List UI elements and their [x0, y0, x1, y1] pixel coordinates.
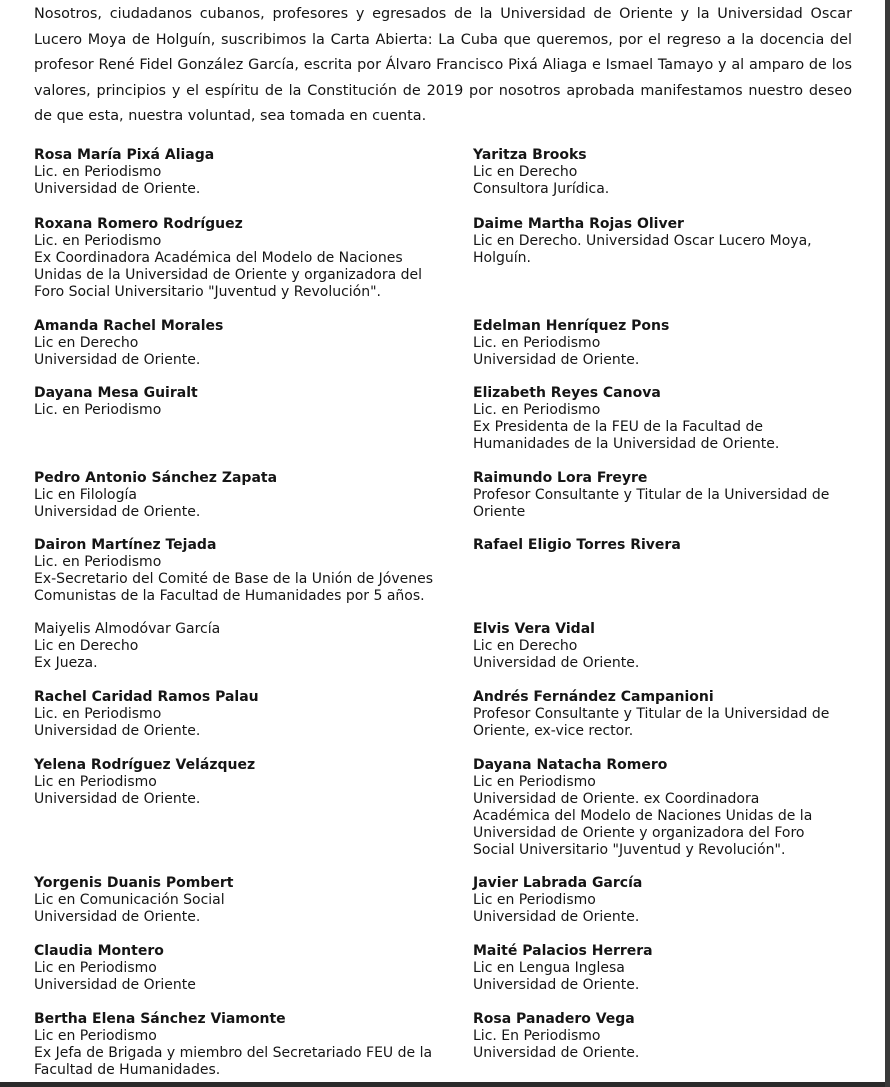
signer-name: Roxana Romero Rodríguez — [34, 216, 243, 232]
signer-detail: Universidad de Oriente. — [34, 352, 201, 368]
signer-block — [473, 757, 873, 859]
signer-block — [34, 147, 454, 198]
signer-detail: Universidad de Oriente — [34, 977, 196, 993]
signer-detail: Lic en Periodismo — [473, 892, 596, 908]
signer-block — [34, 385, 454, 419]
signer-detail: Comunistas de la Facultad de Humanidades por 5 años. — [34, 588, 425, 604]
signer-detail: Lic. en Periodismo — [34, 706, 162, 722]
signer-block — [473, 385, 873, 453]
signer-block — [473, 875, 873, 926]
signer-name: Edelman Henríquez Pons — [473, 318, 670, 334]
signer-detail: Lic. en Periodismo — [473, 402, 601, 418]
signer-name: Rachel Caridad Ramos Palau — [34, 689, 259, 705]
signer-block — [473, 318, 873, 369]
signer-detail: Oriente — [473, 504, 526, 520]
signer-name: Javier Labrada García — [473, 875, 643, 891]
signer-block — [34, 621, 454, 672]
signer-detail: Lic. En Periodismo — [473, 1028, 601, 1044]
signer-name: Elizabeth Reyes Canova — [473, 385, 661, 401]
signer-name: Pedro Antonio Sánchez Zapata — [34, 470, 278, 486]
signer-name: Claudia Montero — [34, 943, 164, 959]
signer-block — [34, 1011, 454, 1079]
signer-detail: Foro Social Universitario "Juventud y Revolución". — [34, 284, 382, 300]
signer-name: Yelena Rodríguez Velázquez — [34, 757, 256, 773]
signer-detail: Unidas de la Universidad de Oriente y organizadora del — [34, 267, 422, 283]
signer-name: Yaritza Brooks — [473, 147, 587, 163]
signer-detail: Universidad de Oriente. — [473, 655, 640, 671]
signer-block — [473, 1011, 873, 1062]
signer-block — [34, 216, 454, 301]
signer-detail: Humanidades de la Universidad de Oriente. — [473, 436, 780, 452]
signer-detail: Universidad de Oriente. — [34, 791, 201, 807]
signer-detail: Universidad de Oriente. — [34, 909, 201, 925]
signer-detail: Consultora Jurídica. — [473, 181, 610, 197]
signer-detail: Académica del Modelo de Naciones Unidas de la — [473, 808, 813, 824]
signer-detail: Universidad de Oriente. ex Coordinadora — [473, 791, 760, 807]
signer-name: Rosa Panadero Vega — [473, 1011, 635, 1027]
signer-block — [473, 943, 873, 994]
signer-detail: Lic en Comunicación Social — [34, 892, 225, 908]
signer-block — [473, 621, 873, 672]
signer-name: Bertha Elena Sánchez Viamonte — [34, 1011, 286, 1027]
page-bottom-edge — [0, 1082, 890, 1087]
signer-block — [34, 943, 454, 994]
signer-block — [473, 689, 873, 740]
signer-detail: Lic. en Periodismo — [34, 402, 162, 418]
signer-detail: Lic. en Periodismo — [34, 554, 162, 570]
signer-detail: Lic. en Periodismo — [34, 164, 162, 180]
signer-detail: Lic en Derecho. Universidad Oscar Lucero Moya, — [473, 233, 812, 249]
signer-detail: Universidad de Oriente. — [34, 723, 201, 739]
signer-detail: Ex Coordinadora Académica del Modelo de Naciones — [34, 250, 403, 266]
signer-name: Elvis Vera Vidal — [473, 621, 595, 637]
signer-detail: Profesor Consultante y Titular de la Universidad de — [473, 487, 830, 503]
signer-detail: Universidad de Oriente. — [34, 181, 201, 197]
signer-detail: Lic en Derecho — [473, 164, 578, 180]
signer-detail: Universidad de Oriente. — [34, 504, 201, 520]
signer-detail: Lic en Lengua Inglesa — [473, 960, 625, 976]
signer-block — [473, 147, 873, 198]
intro-paragraph: Nosotros, ciudadanos cubanos, profesores y egresados de la Universidad de Oriente y la Universidad Oscar Lucero Moya de Holguín, suscribimos la Carta Abierta: La Cuba que queremos, por el regreso a la docencia del profesor René Fidel González García, escrita por Álvaro Francisco Pixá Aliaga e Ismael Tamayo y al amparo de los valores, principios y el espíritu de la Constitución de 2019 por nosotros aprobada manifestamos nuestro deseo de que esta, nuestra voluntad, sea tomada en cuenta. — [34, 6, 852, 125]
signer-name: Yorgenis Duanis Pombert — [34, 875, 234, 891]
signer-detail: Facultad de Humanidades. — [34, 1062, 221, 1078]
signer-name: Andrés Fernández Campanioni — [473, 689, 714, 705]
signer-block — [473, 470, 873, 521]
signer-detail: Lic en Periodismo — [34, 774, 157, 790]
signer-detail: Universidad de Oriente. — [473, 977, 640, 993]
signer-detail: Oriente, ex-vice rector. — [473, 723, 634, 739]
signer-name: Dairon Martínez Tejada — [34, 537, 217, 553]
signer-name: Raimundo Lora Freyre — [473, 470, 648, 486]
signer-detail: Ex Jueza. — [34, 655, 98, 671]
signer-name: Dayana Mesa Guiralt — [34, 385, 198, 401]
signer-name: Maiyelis Almodóvar García — [34, 621, 221, 637]
signer-detail: Lic en Derecho — [34, 335, 139, 351]
signer-detail: Lic. en Periodismo — [473, 335, 601, 351]
signer-block — [34, 875, 454, 926]
signer-name: Rosa María Pixá Aliaga — [34, 147, 215, 163]
signer-name: Amanda Rachel Morales — [34, 318, 224, 334]
signer-detail: Universidad de Oriente. — [473, 1045, 640, 1061]
signer-detail: Ex Jefa de Brigada y miembro del Secretariado FEU de la — [34, 1045, 433, 1061]
signer-detail: Universidad de Oriente. — [473, 352, 640, 368]
signer-detail: Lic en Periodismo — [34, 960, 157, 976]
signer-detail: Lic en Periodismo — [473, 774, 596, 790]
page-right-edge — [885, 0, 890, 1087]
signer-detail: Ex-Secretario del Comité de Base de la Unión de Jóvenes — [34, 571, 434, 587]
signer-name: Rafael Eligio Torres Rivera — [473, 537, 681, 553]
signer-detail: Universidad de Oriente. — [473, 909, 640, 925]
signer-detail: Lic en Periodismo — [34, 1028, 157, 1044]
signer-name: Dayana Natacha Romero — [473, 757, 668, 773]
signer-detail: Lic. en Periodismo — [34, 233, 162, 249]
signer-detail: Lic en Derecho — [473, 638, 578, 654]
signer-block — [34, 537, 454, 605]
signer-block — [34, 757, 454, 808]
signer-detail: Universidad de Oriente y organizadora del Foro — [473, 825, 805, 841]
signer-block — [34, 689, 454, 740]
signer-block — [473, 216, 873, 267]
signer-detail: Social Universitario "Juventud y Revolución". — [473, 842, 786, 858]
signer-name: Daime Martha Rojas Oliver — [473, 216, 684, 232]
signer-detail: Holguín. — [473, 250, 531, 266]
signer-detail: Lic en Derecho — [34, 638, 139, 654]
signer-detail: Lic en Filología — [34, 487, 137, 503]
signer-block — [34, 318, 454, 369]
signer-block — [473, 537, 873, 554]
signer-block — [34, 470, 454, 521]
signer-detail: Profesor Consultante y Titular de la Universidad de — [473, 706, 830, 722]
signer-detail: Ex Presidenta de la FEU de la Facultad de — [473, 419, 763, 435]
signer-name: Maité Palacios Herrera — [473, 943, 653, 959]
